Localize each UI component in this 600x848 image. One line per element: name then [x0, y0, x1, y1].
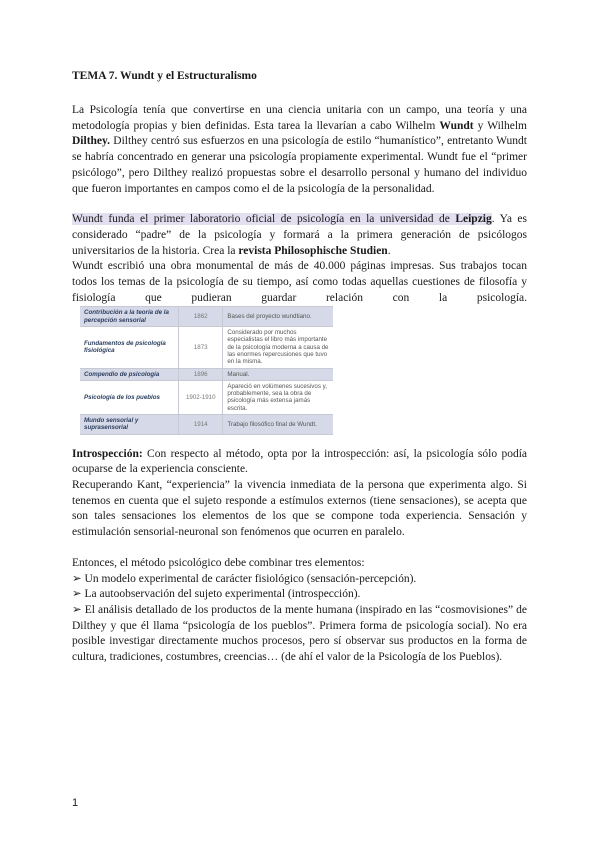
- text-run: .: [387, 244, 391, 257]
- table-row: [80, 415, 333, 435]
- bullet-item: ➢ El análisis detallado de los productos de la mente humana (inspirado en las “cosmovisiones” de Dilthey y que él llama “psicología de los pueblos”. Primera forma de psicología social). No era posible investigar directamente muchos procesos, pero sí observar sus productos en la forma de cultura, tradiciones, costumbres, creencias… (de ahí el valor de la Psicología de los Pueblos).: [72, 603, 527, 664]
- work-title: Psicología de los pueblos: [80, 380, 179, 414]
- work-description: Bases del proyecto wundtiano.: [223, 307, 333, 327]
- work-title: Fundamentos de psicología fisiológica: [80, 327, 179, 368]
- work-description: Apareció en volúmenes sucesivos y, probablemente, sea la obra de psicología más extensa jamás escrita.: [223, 380, 333, 414]
- text-run: Dilthey centró sus esfuerzos en una psicología de estilo “humanístico”, entretanto Wundt se habría concentrado en generar una psicología propiamente experimental. Wundt fue el “primer psicólogo”, pero Dilthey realizó propuestas sobre el desarrollo personal y humano del individuo que fueron importantes en campos como el de la psicología de la personalidad.: [72, 135, 527, 195]
- bold-wundt: Wundt: [439, 119, 474, 132]
- text-run: y Wilhelm: [473, 119, 528, 132]
- work-description: Manual.: [223, 368, 333, 380]
- document-page: [72, 68, 527, 666]
- work-year: 1862: [179, 307, 223, 327]
- work-year: 1914: [179, 415, 223, 435]
- paragraph-introspeccion: [72, 447, 527, 478]
- table-row: [80, 380, 333, 414]
- work-year: 1902-1910: [179, 380, 223, 414]
- text-run: . Ya es considerado “padre” de la psicología y formará a la primera generación de psicólogos universitarios de la historia. Crea la: [72, 213, 527, 257]
- bullet-item: ➢ La autoobservación del sujeto experimental (introspección).: [72, 588, 361, 601]
- paragraph-leipzig: [72, 212, 527, 259]
- paragraph-intro: [72, 103, 527, 197]
- bullet-item: ➢ Un modelo experimental de carácter fisiológico (sensación-percepción).: [72, 572, 417, 585]
- bold-leipzig: Leipzig: [455, 213, 492, 226]
- highlighted-text: Wundt funda el primer laboratorio oficial de psicología en la universidad de: [72, 213, 456, 226]
- works-table: [80, 306, 333, 434]
- table-row: [80, 327, 333, 368]
- work-year: 1896: [179, 368, 223, 380]
- work-description: Trabajo filosófico final de Wundt.: [223, 415, 333, 435]
- table-row: [80, 307, 333, 327]
- work-title: Contribución a la teoría de la percepción sensorial: [80, 307, 179, 327]
- work-year: 1873: [179, 327, 223, 368]
- bold-dilthey: Dilthey.: [72, 135, 111, 148]
- bold-introspeccion: Introspección:: [72, 447, 143, 460]
- paragraph-kant: Recuperando Kant, “experiencia” la vivencia inmediata de la persona que experimenta algo. Si tenemos en cuenta que el sujeto responde a estímulos externos (tiene sensaciones), se acepta que son tales sensaciones los elementos de los que se compone toda experiencia. Sensación y estimulación sensorial-neuronal son fenómenos que ocurren en paralelo.: [72, 479, 527, 539]
- work-title: Compendio de psicología: [80, 368, 179, 380]
- page-title: TEMA 7. Wundt y el Estructuralismo: [72, 70, 257, 82]
- bold-revista: revista Philosophische Studien: [238, 244, 388, 257]
- text-run: Con respecto al método, opta por la introspección: así, la psicología sólo podía ocuparse de la experiencia consciente.: [72, 447, 527, 476]
- text-run: La Psicología tenía que convertirse en una ciencia unitaria con un campo, una teoría y una metodología propias y bien definidas. Esta tarea la llevarían a cabo Wilhelm: [72, 104, 527, 132]
- work-title: Mundo sensorial y suprasensorial: [80, 415, 179, 435]
- table-row: [80, 368, 333, 380]
- work-description: Considerado por muchos especialistas el libro más importante de la psicología moderna a causa de las enormes repercusiones que tuvo en la misma.: [223, 327, 333, 368]
- page-number: 1: [72, 797, 79, 809]
- paragraph-metodo: Entonces, el método psicológico debe combinar tres elementos:: [72, 556, 365, 569]
- paragraph-obra: Wundt escribió una obra monumental de más de 40.000 páginas impresas. Sus trabajos tocan todos los temas de la psicología de su tiempo, así como todas aquellas cuestiones de filosofía y fisiología que pudieran guardar relación con la psicología.: [72, 260, 527, 304]
